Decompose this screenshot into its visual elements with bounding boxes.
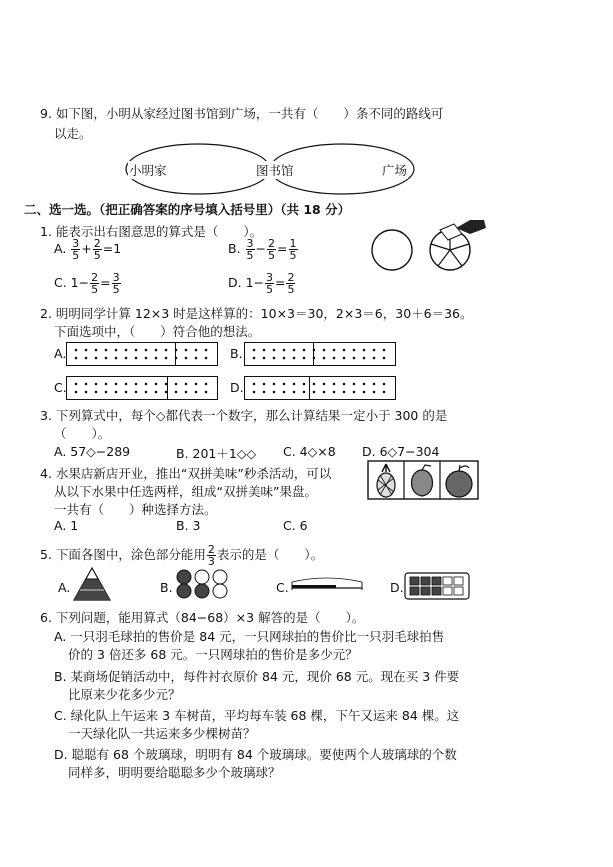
q6-stem: 6. 下列问题，能用算式（84−68）×3 解答的是（ ）。 (40, 610, 365, 625)
q2-dot-array-b (244, 342, 396, 366)
q9-line1: 9. 如下图，小明从家经过图书馆到广场，一共有（ ）条不同的路线可 (40, 106, 444, 121)
q5-grid-figure (404, 572, 470, 600)
q5-triangle-figure (72, 566, 112, 602)
q1-circle-figure (370, 214, 490, 276)
q2-dot-array-a (66, 342, 218, 366)
q4-option-a: A. 1 (54, 518, 79, 533)
q5-label-b: B. (160, 580, 173, 595)
q3-line1: 3. 下列算式中，每个◇都代表一个数字，那么计算结果一定小于 300 的是 (40, 408, 448, 423)
q2-label-a: A. (54, 346, 67, 361)
q1-stem: 1. 能表示出右图意思的算式是（ ）。 (40, 224, 263, 239)
place-square: 广场 (382, 163, 408, 178)
q5-segment-figure (290, 574, 364, 594)
whole-circle (372, 230, 412, 270)
section-title: 二、选一选。（把正确答案的序号填入括号里）（共 18 分） (24, 202, 351, 217)
q1-option-a: A. $\frac{3}{5}$ + $\frac{2}{5}$ =1 (54, 237, 122, 262)
q4-line3: 一共有（ ）种选择方法。 (54, 502, 217, 517)
q5-label-d: D. (390, 580, 404, 595)
q2-line1: 2. 明明同学计算 12×3 时是这样算的：10×3＝30，2×3＝6，30＋6＝36。 (40, 306, 473, 321)
q3-line2: （ ）。 (54, 426, 111, 441)
q6-option-c-line2: 一天绿化队一共运来多少棵树苗？ (68, 726, 256, 741)
q4-line2: 从以下水果中任选两样，组成“双拼美味”果盘。 (54, 484, 317, 499)
q2-dot-array-c (66, 376, 218, 400)
place-library: 图书馆 (256, 163, 294, 178)
place-home: 小明家 (129, 163, 167, 178)
q6-option-b-line2: 比原来少花多少元？ (68, 687, 181, 702)
q6-option-a-line1: A. 一只羽毛球拍的售价是 84 元，一只网球拍的售价比一只羽毛球拍售 (54, 629, 445, 644)
q1-option-c: C. 1− $\frac{2}{5}$ = $\frac{3}{5}$ (54, 271, 120, 296)
fruit-panel (367, 460, 479, 500)
q6-option-c-line1: C. 绿化队上午运来 3 车树苗，平均每车装 68 棵，下午又运来 84 棵。这 (54, 708, 460, 723)
q6-option-b-line1: B. 某商场促销活动中，每件衬衣原价 84 元，现价 68 元。现在买 3 件要 (54, 669, 460, 684)
q4-option-c: C. 6 (283, 518, 308, 533)
q3-option-d: D. 6◇7−304 (362, 444, 440, 459)
q6-option-d-line1: D. 聪聪有 68 个玻璃球，明明有 84 个玻璃球。要使两个人玻璃球的个数 (54, 747, 457, 762)
q6-option-d-line2: 同样多，明明要给聪聪多少个玻璃球？ (68, 765, 281, 780)
q3-option-a: A. 57◇−289 (54, 444, 131, 459)
q5-peaches-figure (174, 568, 238, 600)
q6-option-a-line2: 价的 3 倍还多 68 元。一只网球拍的售价是多少元？ (68, 647, 358, 662)
q2-line2: 下面选项中，（ ）符合他的想法。 (54, 324, 261, 339)
q3-option-c: C. 4◇×8 (283, 444, 336, 459)
q3-option-b: B. 201＋1◇◇ (176, 446, 257, 461)
q4-line1: 4. 水果店新店开业，推出“双拼美味”秒杀活动，可以 (40, 466, 332, 481)
q1-option-d: D. 1− $\frac{3}{5}$ = $\frac{2}{5}$ (228, 271, 295, 296)
q2-label-c: C. (54, 380, 67, 395)
q2-label-d: D. (230, 380, 244, 395)
q1-option-b: B. $\frac{3}{5}$ − $\frac{2}{5}$ = $\frac{1}{5}$ (228, 237, 297, 262)
q5-label-c: C. (276, 580, 289, 595)
q2-label-b: B. (230, 346, 243, 361)
q4-option-b: B. 3 (176, 518, 201, 533)
q9-line2: 以走。 (54, 126, 92, 141)
q5-stem: 5. 下面各图中，涂色部分能用 $\frac{2}{3}$ 表示的是（ ）。 (40, 543, 324, 568)
q5-label-a: A. (58, 580, 71, 595)
q2-dot-array-d (244, 376, 396, 400)
